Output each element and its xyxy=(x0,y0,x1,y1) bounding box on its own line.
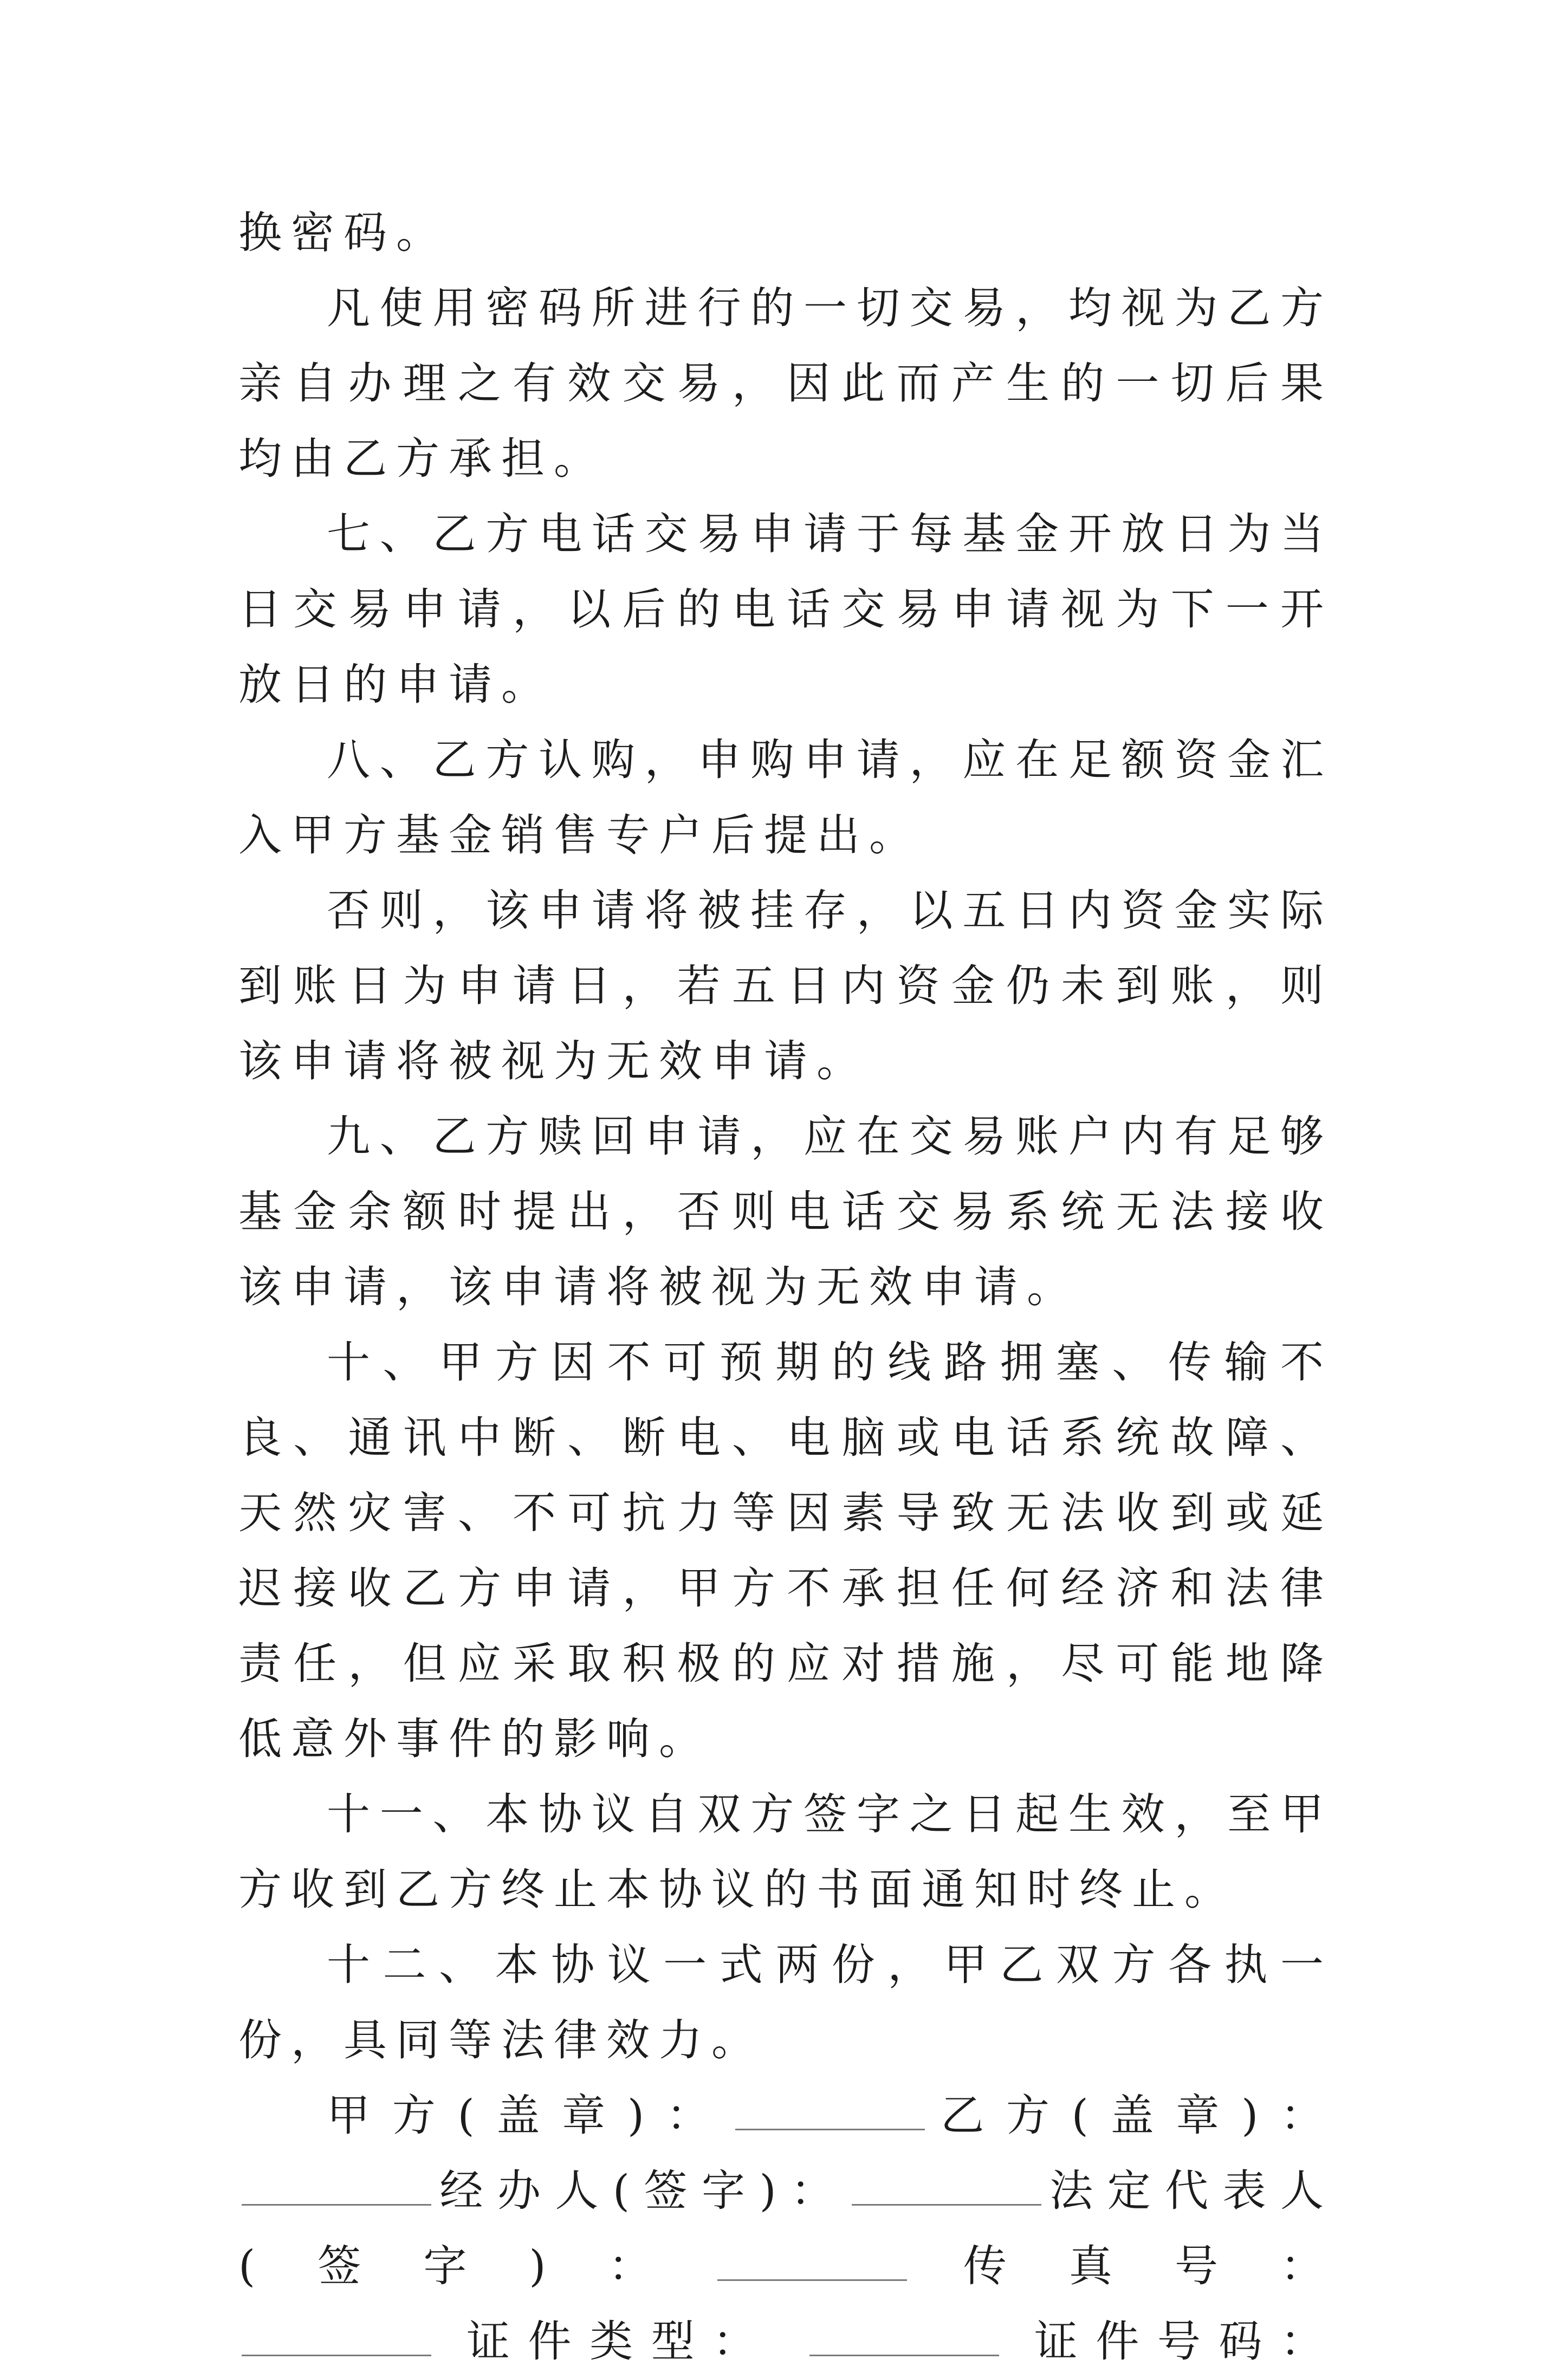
legal-rep-signature-line xyxy=(717,2247,907,2281)
paragraph-7: 十一、本协议自双方签字之日起生效，至甲方收到乙方终止本协议的书面通知时终止。 xyxy=(238,1789,1333,1915)
party-a-signature-line xyxy=(735,2096,925,2130)
id-type-label: 证件类型： xyxy=(466,2316,774,2367)
handler-label: 经办人(签字)： xyxy=(435,2166,848,2216)
paragraph-6: 十、甲方因不可预期的线路拥塞、传输不良、通讯中断、断电、电脑或电话系统故障、天然灾害、不可抗力等因素导致无法收到或延迟接收乙方申请，甲方不承担任何经济和法律责任，但应采取积极的应对措施，尽可能地降低意外事件的影响。 xyxy=(238,1337,1333,1764)
document-body xyxy=(238,195,1333,2379)
paragraph-3: 八、乙方认购，申购申请，应在足额资金汇入甲方基金销售专户后提出。 xyxy=(238,735,1333,860)
legal-rep-label: 法定代表人(签字)： xyxy=(238,2166,1333,2291)
paragraph-2: 七、乙方电话交易申请于每基金开放日为当日交易申请，以后的电话交易申请视为下一开放日的申请。 xyxy=(238,509,1333,710)
handler-signature-line xyxy=(852,2171,1041,2206)
paragraph-4: 否则，该申请将被挂存，以五日内资金实际到账日为申请日，若五日内资金仍未到账，则该申请将被视为无效申请。 xyxy=(238,885,1333,1086)
signature-block xyxy=(238,2078,1333,2379)
id-type-line xyxy=(809,2322,999,2356)
party-a-label: 甲方(盖章)： xyxy=(327,2090,732,2141)
fax-label: 传真号： xyxy=(910,2241,1333,2291)
paragraph-0: 换密码。 xyxy=(238,208,449,258)
party-b-signature-line xyxy=(242,2171,431,2206)
paragraph-5: 九、乙方赎回申请，应在交易账户内有足够基金余额时提出，否则电话交易系统无法接收该申请，该申请将被视为无效申请。 xyxy=(238,1111,1333,1312)
party-b-label: 乙方(盖章)： xyxy=(928,2090,1333,2141)
fax-line xyxy=(242,2322,431,2356)
paragraph-8: 十二、本协议一式两份，甲乙双方各执一份，具同等法律效力。 xyxy=(238,1940,1333,2065)
signature-last-row xyxy=(238,2304,1333,2379)
paragraph-1: 凡使用密码所进行的一切交易，均视为乙方亲自办理之有效交易，因此而产生的一切后果均由乙方承担。 xyxy=(238,283,1333,484)
id-number-label: 证件号码： xyxy=(1034,2316,1333,2367)
